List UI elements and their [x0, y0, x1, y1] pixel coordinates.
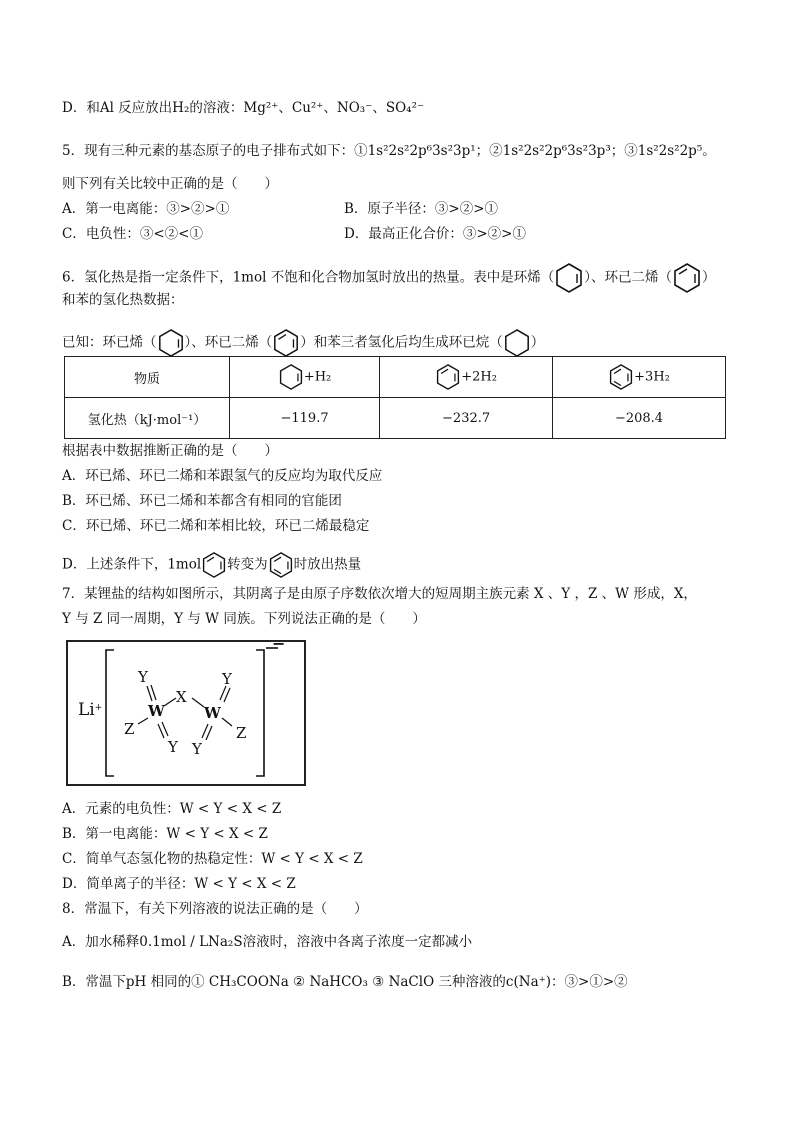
q7-option-c: C．简单气态氢化物的热稳定性：W < Y < X < Z [62, 851, 363, 867]
q6-known-part-a: 已知：环已烯（ [62, 334, 157, 351]
table-cell-value-3: −208.4 [553, 398, 726, 439]
q6-option-b: B．环已烯、环已二烯和苯都含有相同的官能团 [62, 493, 342, 509]
q5-option-a: A．第一电离能：③>②>① [62, 201, 230, 217]
q6-known [62, 328, 544, 358]
atom-z-right: Z [236, 724, 247, 742]
lithium-salt-structure [66, 634, 306, 786]
table-header-substance: 物质 [65, 357, 230, 398]
atom-y-top-left: Y [138, 668, 148, 686]
cyclohexadiene-icon [672, 262, 702, 294]
q6-known-part-d: ） [530, 334, 545, 351]
hydrogenation-heat-table [64, 356, 726, 439]
anion-charge: − [272, 634, 286, 653]
cyclohexene-icon [554, 262, 584, 294]
q6-stem-part-c: ） [701, 269, 716, 286]
atom-y-top-right: Y [222, 670, 232, 688]
q6-stem2: 和苯的氢化热数据： [62, 292, 184, 308]
atom-y-bottom-left: Y [168, 738, 178, 756]
q7-option-b: B．第一电离能：W < Y < X < Z [62, 826, 268, 842]
q7-stem1: 7．某锂盐的结构如图所示，其阴离子是由原子序数依次增大的短周期主族元素 X 、Y ，Z 、W 形成，X， [62, 586, 697, 602]
atom-x: X [176, 688, 187, 706]
q8-stem: 8．常温下，有关下列溶液的说法正确的是（ ） [62, 901, 368, 917]
lithium-ion [78, 700, 102, 720]
q6-option-a: A．环已烯、环已二烯和苯跟氢气的反应均为取代反应 [62, 468, 383, 484]
q6-stem-part-a: 6．氢化热是指一定条件下，1mol 不饱和化合物加氢时放出的热量。表中是环烯（ [62, 269, 555, 286]
q8-option-b: B．常温下pH 相同的① CH₃COONa ② NaHCO₃ ③ NaClO 三种溶液的c(Na⁺)：③>①>② [62, 974, 628, 990]
q6-option-d-part-b: 转变为 [227, 556, 268, 573]
q5-option-d: D．最高正化合价：③>②>① [344, 226, 526, 242]
cyclohexadiene-icon [201, 551, 227, 579]
table-col-cyclohexadiene [380, 357, 553, 398]
q6-option-d-part-a: D．上述条件下，1mol [62, 556, 202, 573]
atom-y-bottom-right: Y [192, 740, 202, 758]
q6-ask: 根据表中数据推断正确的是（ ） [62, 443, 278, 459]
q6-option-d [62, 551, 361, 579]
q6-known-part-c: ）和苯三者氢化后均生成环已烷（ [300, 334, 503, 351]
atom-w-right: W [204, 704, 221, 722]
table-row-label: 氢化热（kJ·mol⁻¹） [65, 398, 230, 439]
benzene-icon [268, 551, 294, 579]
q6-known-part-b: ）、环已二烯（ [184, 334, 273, 351]
q5-stem: 5．现有三种元素的基态原子的电子排布式如下：①1s²2s²2p⁶3s²3p¹；②1s²2s²2p⁶3s²3p³；③1s²2s²2p⁵。 [62, 143, 716, 159]
q5-option-b: B．原子半径：③>②>① [344, 201, 499, 217]
table-header-row [65, 357, 726, 398]
q5-option-c: C．电负性：③<②<① [62, 226, 203, 242]
q5-ask: 则下列有关比较中正确的是（ ） [62, 176, 278, 192]
q8-option-a: A．加水稀释0.1mol / LNa₂S溶液时，溶液中各离子浓度一定都减小 [62, 934, 473, 950]
cyclohexene-icon [157, 328, 185, 358]
q7-stem2: Y 与 Z 同一周期，Y 与 W 同族。下列说法正确的是（ ） [62, 611, 426, 627]
atom-z-left: Z [124, 720, 135, 738]
table-col-cyclohexadiene-h2: +2H₂ [461, 369, 497, 385]
benzene-icon [608, 363, 634, 391]
q4-option-d: D．和Al 反应放出H₂的溶液：Mg²⁺、Cu²⁺、NO₃⁻、SO₄²⁻ [62, 100, 425, 116]
table-cell-value-2: −232.7 [380, 398, 553, 439]
q7-option-d: D．简单离子的半径：W < Y < X < Z [62, 876, 296, 892]
lithium-symbol: Li [78, 700, 95, 720]
table-col-benzene-h2: +3H₂ [634, 369, 670, 385]
q7-option-a: A．元素的电负性：W < Y < X < Z [62, 801, 282, 817]
q6-option-c: C．环已烯、环已二烯和苯相比较，环已二烯最稳定 [62, 518, 370, 534]
lithium-charge: + [94, 703, 103, 713]
cyclohexadiene-icon [272, 328, 300, 358]
table-col-benzene [553, 357, 726, 398]
table-row [65, 398, 726, 439]
table-cell-value-1: −119.7 [230, 398, 380, 439]
cyclohexadiene-icon [435, 363, 461, 391]
table-col-cyclohexene [230, 357, 380, 398]
structure-diagram [68, 642, 304, 784]
q6-stem-part-b: ）、环己二烯（ [584, 269, 672, 286]
cyclohexane-icon [503, 328, 531, 358]
cyclohexene-icon [278, 363, 304, 391]
atom-w-left: W [148, 702, 165, 720]
table-col-cyclohexene-h2: +H₂ [303, 369, 332, 385]
q6-option-d-part-c: 时放出热量 [293, 556, 362, 573]
